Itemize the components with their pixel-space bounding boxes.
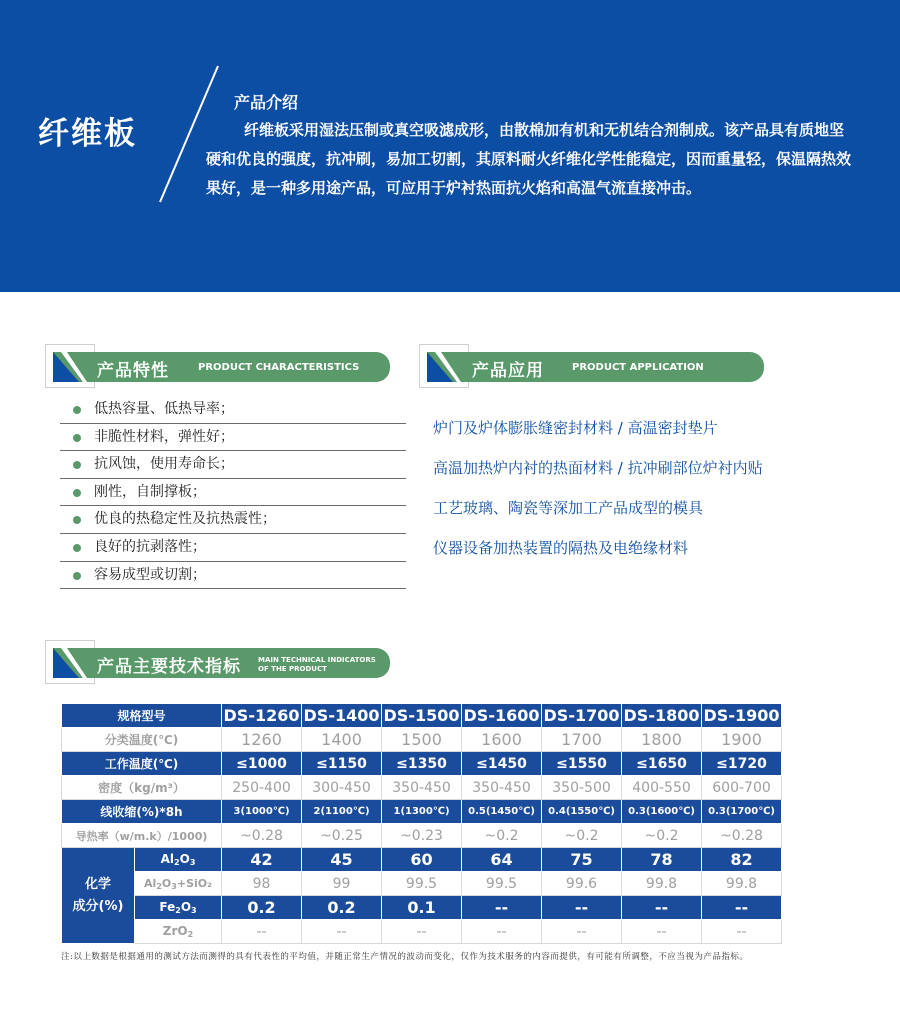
table-cell: 0.3(1700℃) [702, 800, 782, 824]
table-cell: 99.8 [622, 872, 702, 896]
table-cell: -- [622, 920, 702, 944]
row-label-cell: 导热率（w/m.k）/1000) [62, 824, 222, 848]
table-cell: 600-700 [702, 776, 782, 800]
table-cell: ~0.2 [462, 824, 542, 848]
table-cell: 300-450 [302, 776, 382, 800]
table-cell: -- [702, 920, 782, 944]
table-row [62, 800, 782, 824]
list-item: 刚性，自制撑板； [60, 479, 406, 507]
table-cell: 99.6 [542, 872, 622, 896]
table-cell: 45 [302, 848, 382, 872]
intro-title: 产品介绍 [234, 93, 299, 112]
table-row [62, 896, 782, 920]
list-item: 容易成型或切割； [60, 562, 406, 590]
table-cell: ~0.2 [622, 824, 702, 848]
table-cell: 1600 [462, 728, 542, 752]
table-cell: -- [462, 920, 542, 944]
table-cell: 350-450 [382, 776, 462, 800]
table-cell: -- [622, 896, 702, 920]
table-cell: 1(1300℃) [382, 800, 462, 824]
application-banner [419, 344, 769, 388]
list-item: 非脆性材料，弹性好； [60, 424, 406, 452]
table-cell: 99.5 [382, 872, 462, 896]
table-cell: 1800 [622, 728, 702, 752]
chem-formula-cell: ZrO$_2$ [135, 920, 222, 944]
table-cell: 350-450 [462, 776, 542, 800]
bullet-icon [73, 434, 81, 442]
application-list [433, 413, 853, 573]
table-row [62, 920, 782, 944]
list-item: 良好的抗剥落性； [60, 534, 406, 562]
application-title-en: PRODUCT APPLICATION [572, 362, 704, 373]
application-title: 产品应用 [472, 361, 544, 381]
intro-text: 纤维板采用湿法压制或真空吸滤成形，由散棉加有机和无机结合剂制成。该产品具有质地坚硬和优良的强度，抗冲刷，易加工切割，其原料耐火纤维化学性能稳定，因而重量轻，保温隔热效果好，是一种多用途产品，可应用于炉衬热面抗火焰和高温气流直接冲击。 [206, 121, 852, 197]
header-label-cell: 规格型号 [62, 704, 222, 728]
model-cell: DS-1500 [382, 704, 462, 728]
row-label-cell: 工作温度(℃) [62, 752, 222, 776]
row-label-cell: 分类温度(℃) [62, 728, 222, 752]
table-cell: -- [542, 896, 622, 920]
table-cell: 82 [702, 848, 782, 872]
list-item: 抗风蚀，使用寿命长； [60, 451, 406, 479]
model-cell: DS-1900 [702, 704, 782, 728]
model-cell: DS-1600 [462, 704, 542, 728]
characteristics-list [60, 396, 406, 589]
banner-triangle-icon [53, 352, 87, 382]
table-cell: -- [382, 920, 462, 944]
list-item: 仪器设备加热装置的隔热及电绝缘材料 [433, 539, 689, 557]
table-cell: 0.1 [382, 896, 462, 920]
bullet-icon [73, 406, 81, 414]
table-cell: 0.3(1600℃) [622, 800, 702, 824]
list-item: 高温加热炉内衬的热面材料 / 抗冲刷部位炉衬内贴 [433, 459, 763, 477]
model-cell: DS-1260 [222, 704, 302, 728]
list-item: 炉门及炉体膨胀缝密封材料 / 高温密封垫片 [433, 419, 718, 437]
table-cell: 0.5(1450℃) [462, 800, 542, 824]
banner-triangle-icon [53, 648, 87, 678]
model-cell: DS-1700 [542, 704, 622, 728]
table-cell: ≤1350 [382, 752, 462, 776]
chem-label-1: 化学 [84, 876, 111, 892]
table-cell: 1900 [702, 728, 782, 752]
table-cell: ≤1000 [222, 752, 302, 776]
table-cell: 3(1000℃) [222, 800, 302, 824]
specs-banner [45, 640, 395, 684]
table-cell: ~0.28 [702, 824, 782, 848]
list-item: 优良的热稳定性及抗热震性； [60, 506, 406, 534]
table-row [62, 704, 782, 728]
bullet-icon [73, 489, 81, 497]
chem-formula-cell: $Al_2O_3$ [135, 848, 222, 872]
table-cell: 60 [382, 848, 462, 872]
table-cell: 250-400 [222, 776, 302, 800]
model-cell: DS-1400 [302, 704, 382, 728]
specs-title: 产品主要技术指标 [97, 657, 241, 677]
table-cell: ≤1720 [702, 752, 782, 776]
characteristics-title: 产品特性 [97, 361, 169, 381]
table-row [62, 728, 782, 752]
bullet-icon [73, 572, 81, 580]
table-cell: 1500 [382, 728, 462, 752]
chem-label-2: 成分(%) [72, 898, 124, 914]
table-row [62, 776, 782, 800]
table-cell: 98 [222, 872, 302, 896]
page-title: 纤维板 [38, 116, 137, 152]
table-cell: 99 [302, 872, 382, 896]
table-cell: 42 [222, 848, 302, 872]
table-cell: ~0.25 [302, 824, 382, 848]
table-cell: -- [302, 920, 382, 944]
chem-formula-cell: $Fe_2O_3$ [135, 896, 222, 920]
row-label-cell: 线收缩(%)*8h [62, 800, 222, 824]
table-cell: ~0.28 [222, 824, 302, 848]
specs-title-en-1: MAIN TECHNICAL INDICATORS [258, 656, 376, 664]
banner-triangle-icon [427, 352, 461, 382]
table-row [62, 824, 782, 848]
list-item: 工艺玻璃、陶瓷等深加工产品成型的模具 [433, 499, 704, 517]
table-row [62, 752, 782, 776]
bullet-icon [73, 544, 81, 552]
table-cell: -- [462, 896, 542, 920]
table-cell: -- [222, 920, 302, 944]
table-cell: 0.2 [302, 896, 382, 920]
model-cell: DS-1800 [622, 704, 702, 728]
table-cell: ~0.23 [382, 824, 462, 848]
table-cell: 99.8 [702, 872, 782, 896]
table-cell: 64 [462, 848, 542, 872]
chem-label-cell [62, 848, 135, 944]
chem-formula-cell: $Al_2O_3+SiO_2$ [135, 872, 222, 896]
table-cell: 78 [622, 848, 702, 872]
table-cell: ≤1550 [542, 752, 622, 776]
table-cell: 0.2 [222, 896, 302, 920]
specs-table [61, 703, 782, 944]
row-label-cell: 密度（kg/m³） [62, 776, 222, 800]
specs-title-en-2: OF THE PRODUCT [258, 665, 327, 673]
header-band [0, 0, 900, 292]
table-cell: -- [542, 920, 622, 944]
table-cell: 2(1100℃) [302, 800, 382, 824]
table-cell: 0.4(1550℃) [542, 800, 622, 824]
table-cell: ≤1450 [462, 752, 542, 776]
table-cell: -- [702, 896, 782, 920]
footnote: 注:以上数据是根据通用的测试方法而测得的具有代表性的平均值，并随正常生产情况的波动而变化，仅作为技术服务的内容而提供，有可能有所调整，不应当视为产品指标。 [61, 952, 749, 962]
table-cell: 1700 [542, 728, 622, 752]
table-cell: 1260 [222, 728, 302, 752]
table-cell: ≤1150 [302, 752, 382, 776]
table-cell: 350-500 [542, 776, 622, 800]
characteristics-title-en: PRODUCT CHARACTERISTICS [198, 362, 360, 373]
table-cell: 75 [542, 848, 622, 872]
table-cell: 400-550 [622, 776, 702, 800]
table-cell: ≤1650 [622, 752, 702, 776]
characteristics-banner [45, 344, 395, 388]
list-item: 低热容量、低热导率； [60, 396, 406, 424]
table-cell: ~0.2 [542, 824, 622, 848]
table-cell: 99.5 [462, 872, 542, 896]
table-cell: 1400 [302, 728, 382, 752]
table-row [62, 872, 782, 896]
table-row [62, 848, 782, 872]
